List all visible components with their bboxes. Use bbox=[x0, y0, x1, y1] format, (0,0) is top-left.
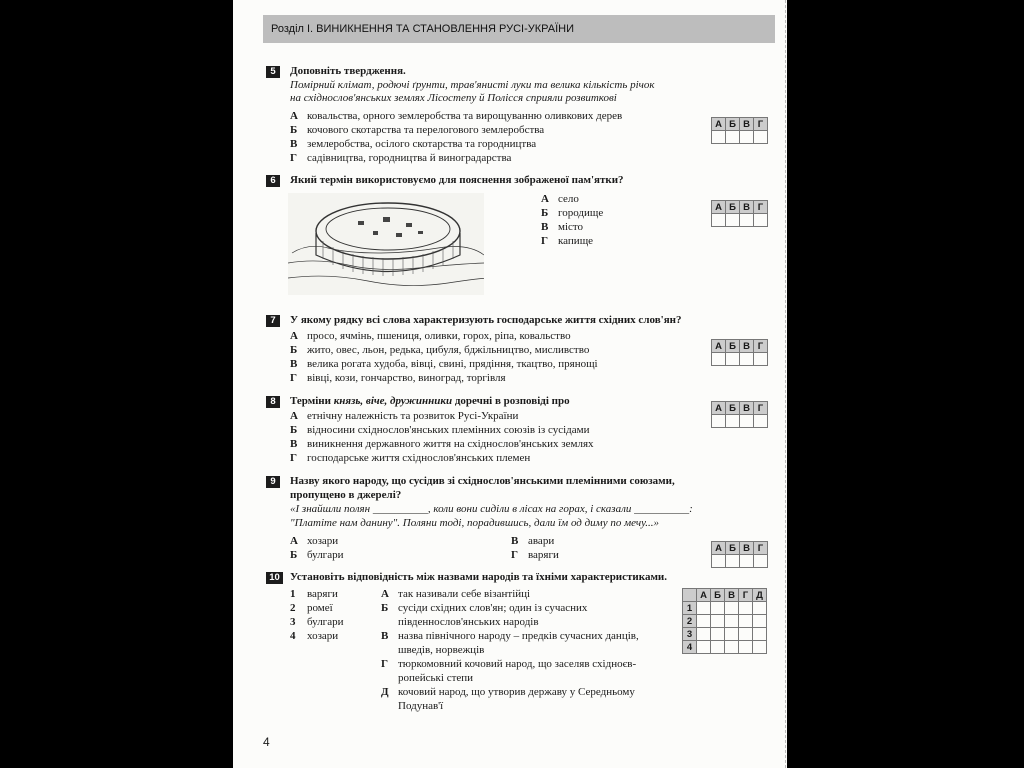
q10-right-item-d-cont: ропейські степи bbox=[398, 672, 474, 684]
q7-option-a[interactable] bbox=[290, 329, 571, 343]
grid-header-c: В bbox=[740, 340, 754, 353]
question-number-7: 7 bbox=[266, 315, 280, 327]
grid-header-d: Г bbox=[754, 402, 768, 415]
q9-option-c[interactable] bbox=[511, 534, 554, 548]
answer-cell[interactable] bbox=[754, 131, 768, 144]
option-text: жито, овес, льон, редька, цибуля, бджільництво, мисливство bbox=[307, 344, 590, 356]
grid-header-c: В bbox=[740, 402, 754, 415]
answer-cell[interactable] bbox=[754, 555, 768, 568]
grid-header-b: Б bbox=[726, 201, 740, 214]
answer-cell[interactable] bbox=[754, 415, 768, 428]
option-letter: Б bbox=[290, 424, 298, 436]
item-number: 4 bbox=[290, 630, 296, 642]
q10-right-item-d bbox=[381, 657, 636, 671]
answer-cell[interactable] bbox=[739, 615, 753, 628]
answer-cell[interactable] bbox=[697, 602, 711, 615]
grid-header-c: В bbox=[740, 201, 754, 214]
question-8-title bbox=[290, 395, 570, 408]
option-letter: Б bbox=[290, 344, 298, 356]
question-number-6: 6 bbox=[266, 175, 280, 187]
option-letter: В bbox=[290, 438, 298, 450]
q6-option-c[interactable] bbox=[541, 220, 583, 234]
option-letter: В bbox=[541, 221, 549, 233]
answer-cell[interactable] bbox=[726, 214, 740, 227]
option-text: вівці, кози, гончарство, виноград, торгівля bbox=[307, 372, 506, 384]
option-text: місто bbox=[558, 221, 584, 233]
answer-cell[interactable] bbox=[725, 628, 739, 641]
question-7-title: У якому рядку всі слова характеризують господарське життя східних слов'ян? bbox=[290, 314, 682, 326]
option-letter: А bbox=[290, 535, 298, 547]
answer-cell[interactable] bbox=[725, 602, 739, 615]
question-number-8: 8 bbox=[266, 396, 280, 408]
q6-option-d[interactable] bbox=[541, 234, 593, 248]
option-letter: Г bbox=[290, 152, 297, 164]
item-number: 2 bbox=[290, 602, 296, 614]
section-header: Розділ І. ВИНИКНЕННЯ ТА СТАНОВЛЕННЯ РУСІ-УКРАЇНИ bbox=[263, 15, 775, 43]
option-text: кочового скотарства та перелогового землеробства bbox=[307, 124, 545, 136]
q10-left-item-4 bbox=[290, 629, 338, 643]
item-text: тюркомовний кочовий народ, що заселяв східноєв- bbox=[398, 658, 637, 670]
answer-cell[interactable] bbox=[712, 555, 726, 568]
option-letter: В bbox=[290, 358, 298, 370]
question-5-title: Доповніть твердження. bbox=[290, 65, 406, 77]
question-5-text-line-1: Помірний клімат, родючі ґрунти, трав'янисті луки та велика кількість річок bbox=[290, 79, 655, 91]
q9-option-b[interactable] bbox=[290, 548, 343, 562]
grid-header-a: А bbox=[712, 340, 726, 353]
item-number: 3 bbox=[290, 616, 296, 628]
option-letter: А bbox=[290, 110, 298, 122]
q10-left-item-3 bbox=[290, 615, 343, 629]
q10-right-item-a bbox=[381, 587, 530, 601]
q5-option-c[interactable] bbox=[290, 137, 536, 151]
question-9-title-line-2: пропущено в джерелі? bbox=[290, 489, 402, 501]
answer-cell[interactable] bbox=[740, 415, 754, 428]
title-text: доречні в розповіді про bbox=[452, 395, 570, 407]
question-5-text-line-2: на східнослов'янських землях Лісостепу й Полісся сприяли розвиткові bbox=[290, 92, 617, 104]
option-letter: В bbox=[290, 138, 298, 150]
title-text: Терміни bbox=[290, 395, 334, 407]
grid-header-d: Г bbox=[754, 340, 768, 353]
grid-header-b: Б bbox=[726, 340, 740, 353]
option-letter: Г bbox=[290, 452, 297, 464]
item-letter: Г bbox=[381, 658, 388, 670]
option-text: відносини східнослов'янських племінних союзів із сусідами bbox=[307, 424, 590, 436]
answer-cell[interactable] bbox=[725, 641, 739, 654]
question-6-title: Який термін використовуємо для пояснення зображеної пам'ятки? bbox=[290, 174, 624, 186]
question-9-source-line-1: «І знайшли полян __________, коли вони сиділи в лісах на горах, і сказали __________: bbox=[290, 503, 693, 515]
option-letter: Б bbox=[541, 207, 549, 219]
item-letter: А bbox=[381, 588, 389, 600]
answer-cell[interactable] bbox=[725, 615, 739, 628]
option-letter: А bbox=[290, 330, 298, 342]
item-letter: Д bbox=[381, 686, 389, 698]
q10-left-item-2 bbox=[290, 601, 333, 615]
answer-cell[interactable] bbox=[753, 615, 767, 628]
grid-header-b: Б bbox=[726, 118, 740, 131]
grid-row-label: 2 bbox=[683, 615, 697, 628]
question-9-title-line-1: Назву якого народу, що сусідив зі східнослов'янськими племінними союзами, bbox=[290, 475, 675, 487]
answer-cell[interactable] bbox=[739, 628, 753, 641]
answer-cell[interactable] bbox=[754, 214, 768, 227]
answer-cell[interactable] bbox=[711, 628, 725, 641]
answer-cell[interactable] bbox=[740, 555, 754, 568]
item-text: булгари bbox=[307, 616, 344, 628]
q7-option-d[interactable] bbox=[290, 371, 506, 385]
answer-cell[interactable] bbox=[697, 628, 711, 641]
grid-header-d: Г bbox=[754, 542, 768, 555]
option-text: землеробства, осілого скотарства та городництва bbox=[307, 138, 537, 150]
q9-answer-grid bbox=[711, 541, 768, 568]
option-text: господарське життя східнослов'янських племен bbox=[307, 452, 531, 464]
answer-cell[interactable] bbox=[753, 628, 767, 641]
option-letter: Б bbox=[290, 549, 298, 561]
textbook-page bbox=[233, 0, 787, 768]
option-letter: Г bbox=[541, 235, 548, 247]
q5-answer-grid bbox=[711, 117, 768, 144]
q5-option-a[interactable] bbox=[290, 109, 622, 123]
question-10-title: Установіть відповідність між назвами народів та їхніми характеристиками. bbox=[290, 571, 668, 583]
answer-cell[interactable] bbox=[711, 615, 725, 628]
answer-cell[interactable] bbox=[726, 555, 740, 568]
option-letter: Г bbox=[290, 372, 297, 384]
grid-header-d: Г bbox=[739, 589, 753, 602]
question-number-9: 9 bbox=[266, 476, 280, 488]
q10-right-item-b bbox=[381, 601, 587, 615]
item-text: сусіди східних слов'ян; один із сучасних bbox=[398, 602, 588, 614]
grid-header-d: Г bbox=[754, 118, 768, 131]
option-letter: А bbox=[541, 193, 549, 205]
answer-cell[interactable] bbox=[697, 615, 711, 628]
answer-cell[interactable] bbox=[711, 641, 725, 654]
item-number: 1 bbox=[290, 588, 296, 600]
q5-option-b[interactable] bbox=[290, 123, 544, 137]
grid-header-e: Д bbox=[753, 589, 767, 602]
q9-option-a[interactable] bbox=[290, 534, 338, 548]
answer-cell[interactable] bbox=[753, 641, 767, 654]
answer-cell[interactable] bbox=[712, 353, 726, 366]
item-text: варяги bbox=[307, 588, 338, 600]
hillfort-illustration bbox=[288, 193, 484, 295]
answer-cell[interactable] bbox=[739, 641, 753, 654]
grid-row-label: 3 bbox=[683, 628, 697, 641]
q7-option-b[interactable] bbox=[290, 343, 589, 357]
option-letter: В bbox=[511, 535, 519, 547]
item-text: кочовий народ, що утворив державу у Середньому bbox=[398, 686, 635, 698]
grid-header-b: Б bbox=[711, 589, 725, 602]
grid-row-label: 1 bbox=[683, 602, 697, 615]
answer-cell[interactable] bbox=[712, 131, 726, 144]
q5-option-d[interactable] bbox=[290, 151, 511, 165]
q8-option-a[interactable] bbox=[290, 409, 518, 423]
answer-cell[interactable] bbox=[712, 415, 726, 428]
item-letter: Б bbox=[381, 602, 389, 614]
title-italic-terms: князь, віче, дружинники bbox=[333, 395, 453, 407]
q8-option-d[interactable] bbox=[290, 451, 530, 465]
option-text: велика рогата худоба, вівці, свині, прядіння, ткацтво, прянощі bbox=[307, 358, 598, 370]
question-number-5: 5 bbox=[266, 66, 280, 78]
grid-header-a: А bbox=[712, 118, 726, 131]
option-letter: Г bbox=[511, 549, 518, 561]
option-text: виникнення державного життя на східнослов'янських землях bbox=[307, 438, 594, 450]
item-text: назва північного народу – предків сучасних данців, bbox=[398, 630, 639, 642]
q10-right-item-c-cont: шведів, норвежців bbox=[398, 644, 485, 656]
q8-option-b[interactable] bbox=[290, 423, 590, 437]
q8-answer-grid bbox=[711, 401, 768, 428]
q10-right-item-b-cont: південнослов'янських народів bbox=[398, 616, 539, 628]
answer-cell[interactable] bbox=[740, 353, 754, 366]
question-number-10: 10 bbox=[266, 572, 283, 584]
option-text: село bbox=[558, 193, 579, 205]
answer-cell[interactable] bbox=[726, 353, 740, 366]
option-text: ковальства, орного землеробства та вирощуванню оливкових дерев bbox=[307, 110, 623, 122]
grid-header-a: А bbox=[712, 402, 726, 415]
answer-cell[interactable] bbox=[740, 131, 754, 144]
option-text: просо, ячмінь, пшениця, оливки, горох, ріпа, ковальство bbox=[307, 330, 571, 342]
answer-cell[interactable] bbox=[726, 415, 740, 428]
grid-header-d: Г bbox=[754, 201, 768, 214]
option-text: варяги bbox=[528, 549, 559, 561]
q10-right-item-c bbox=[381, 629, 639, 643]
grid-header-a: А bbox=[712, 201, 726, 214]
item-text: ромеї bbox=[307, 602, 333, 614]
q8-option-c[interactable] bbox=[290, 437, 594, 451]
q10-right-item-e-cont: Подунав'ї bbox=[398, 700, 444, 712]
option-letter: Б bbox=[290, 124, 298, 136]
option-text: садівництва, городництва й виноградарства bbox=[307, 152, 512, 164]
q7-answer-grid bbox=[711, 339, 768, 366]
item-text: хозари bbox=[307, 630, 339, 642]
q10-left-item-1 bbox=[290, 587, 338, 601]
grid-header-b: Б bbox=[726, 542, 740, 555]
option-text: хозари bbox=[307, 535, 339, 547]
answer-cell[interactable] bbox=[754, 353, 768, 366]
option-text: етнічну належність та розвиток Русі-України bbox=[307, 410, 519, 422]
option-text: городище bbox=[558, 207, 604, 219]
q10-answer-grid bbox=[682, 588, 767, 654]
page-number: 4 bbox=[263, 735, 270, 749]
option-letter: А bbox=[290, 410, 298, 422]
answer-cell[interactable] bbox=[711, 602, 725, 615]
q6-answer-grid bbox=[711, 200, 768, 227]
answer-cell[interactable] bbox=[697, 641, 711, 654]
question-9-source-line-2: "Платіте нам данину". Поляни тоді, порадившись, дали їм од диму по мечу...» bbox=[290, 517, 660, 529]
answer-cell[interactable] bbox=[740, 214, 754, 227]
answer-cell[interactable] bbox=[712, 214, 726, 227]
grid-header-a: А bbox=[697, 589, 711, 602]
answer-cell[interactable] bbox=[726, 131, 740, 144]
answer-cell[interactable] bbox=[753, 602, 767, 615]
q6-option-b[interactable] bbox=[541, 206, 603, 220]
option-text: булгари bbox=[307, 549, 344, 561]
option-text: капище bbox=[558, 235, 594, 247]
grid-corner bbox=[683, 589, 697, 602]
grid-header-c: В bbox=[740, 118, 754, 131]
answer-cell[interactable] bbox=[739, 602, 753, 615]
grid-header-b: Б bbox=[726, 402, 740, 415]
option-text: авари bbox=[528, 535, 555, 547]
item-letter: В bbox=[381, 630, 389, 642]
page-edge-line bbox=[785, 0, 786, 768]
grid-header-c: В bbox=[725, 589, 739, 602]
q9-option-d[interactable] bbox=[511, 548, 559, 562]
item-text: так називали себе візантійці bbox=[398, 588, 531, 600]
grid-header-a: А bbox=[712, 542, 726, 555]
q10-right-item-e bbox=[381, 685, 635, 699]
grid-row-label: 4 bbox=[683, 641, 697, 654]
grid-header-c: В bbox=[740, 542, 754, 555]
q7-option-c[interactable] bbox=[290, 357, 598, 371]
q6-option-a[interactable] bbox=[541, 192, 579, 206]
